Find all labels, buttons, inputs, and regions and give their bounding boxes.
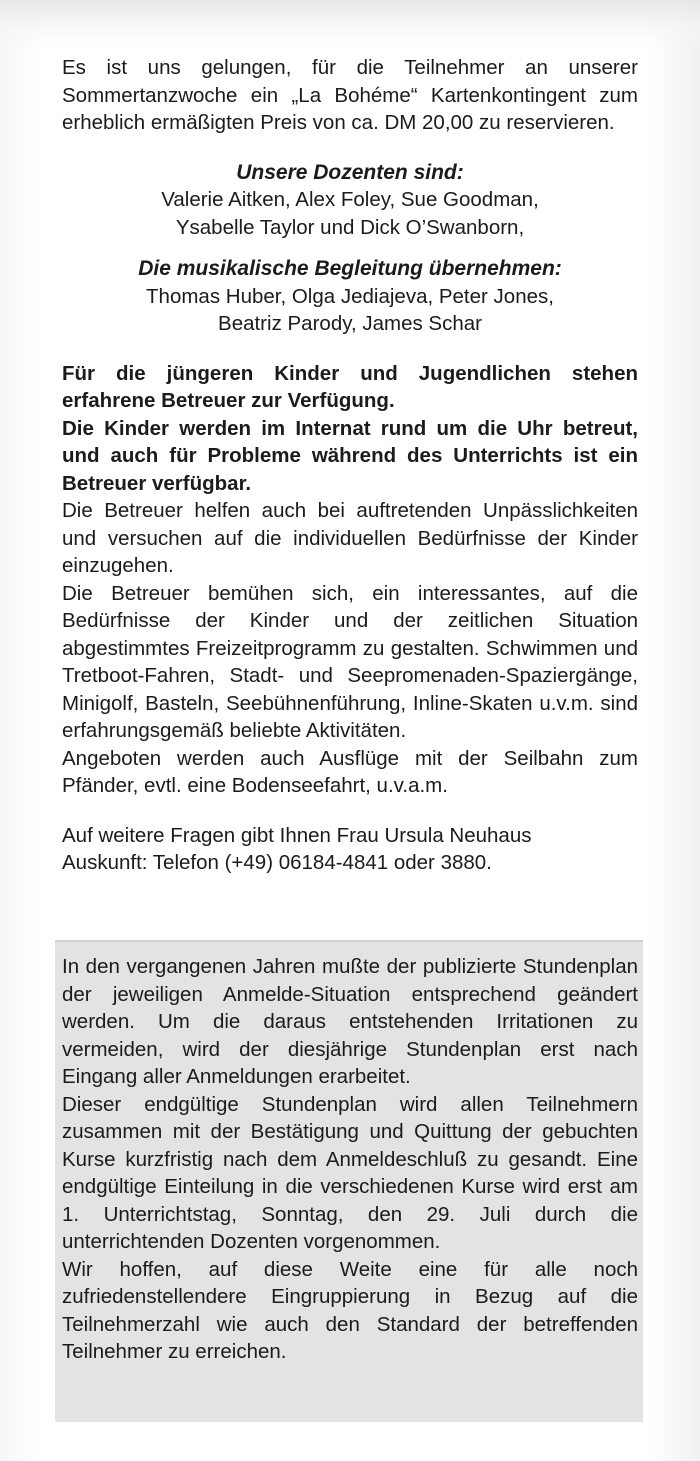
teachers-heading: Unsere Dozenten sind: [236,160,464,184]
musicians-line-1: Thomas Huber, Olga Jediajeva, Peter Jones, [146,284,554,308]
supervision-bold-1: Für die jüngeren Kinder und Jugendlichen stehen erfahrene Betreuer zur Verfügung. [62,361,638,412]
schedule-paragraph-1: In den vergangenen Jahren mußte der publizierte Stundenplan der jeweiligen Anmelde-Situation entsprechend geändert werden. Um die daraus entstehenden Irritationen zu vermeiden, wird der diesjährige Stundenplan erst nach Eingang aller Anmeldungen erarbeitet. [62,955,638,1088]
schedule-info-text [62,953,638,1366]
contact-line-2: Auskunft: Telefon (+49) 06184-4841 oder 3880. [62,851,492,874]
scan-bleed-through [0,0,700,48]
supervision-paragraph-1: Die Betreuer helfen auch bei auftretenden Unpässlichkeiten und versuchen auf die individuellen Bedürfnisse der Kinder einzugehen. [62,499,638,577]
musicians-line-2: Beatriz Parody, James Schar [218,312,482,335]
ticket-paragraph: Es ist uns gelungen, für die Teilnehmer an unserer Sommertanzwoche ein „La Bohéme“ Kartenkontingent zum erheblich ermäßigten Preis von ca. DM 20,00 zu reservieren. [62,56,638,134]
musicians-heading: Die musikalische Begleitung übernehmen: [138,257,562,280]
schedule-paragraph-2: Dieser endgültige Stundenplan wird allen Teilnehmern zusammen mit der Bestätigung und Quittung der gebuchten Kurse kurzfristig nach dem Anmeldeschluß zu gesandt. Eine endgültige Einteilung in die verschiedenen Kurse wird erst am 1. Unterrichtstag, Sonntag, den 29. Juli durch die unterrichtenden Dozenten vorgenommen. [62,1092,638,1253]
teachers-line-2: Ysabelle Taylor und Dick O’Swanborn, [175,215,525,239]
teachers-line-1: Valerie Aitken, Alex Foley, Sue Goodman, [161,188,539,211]
main-text-column [62,54,638,877]
supervision-paragraph-3: Angeboten werden auch Ausflüge mit der Seilbahn zum Pfänder, evtl. eine Bodenseefahrt, u.v.a.m. [62,746,638,797]
contact-line-1: Auf weitere Fragen gibt Ihnen Frau Ursula Neuhaus [62,823,532,847]
schedule-paragraph-3: Wir hoffen, auf diese Weite eine für alle noch zufriedenstellendere Eingruppierung in Bezug auf die Teilnehmerzahl wie auch den Standard der betreffenden Teilnehmer zu erreichen. [62,1257,638,1363]
supervision-bold-2: Die Kinder werden im Internat rund um die Uhr betreut, und auch für Probleme während des Unterrichts ist ein Betreuer verfügbar. [62,416,638,495]
supervision-paragraph-2: Die Betreuer bemühen sich, ein interessantes, auf die Bedürfnisse der Kinder und der zeitlichen Situation abgestimmtes Freizeitprogramm zu gestalten. Schwimmen und Tretboot-Fahren, Stadt- und Seepromenaden-Spaziergänge, Minigolf, Basteln, Seebühnenführung, Inline-Skaten u.v.m. sind erfahrungsgemäß beliebte Aktivitäten. [62,581,638,742]
